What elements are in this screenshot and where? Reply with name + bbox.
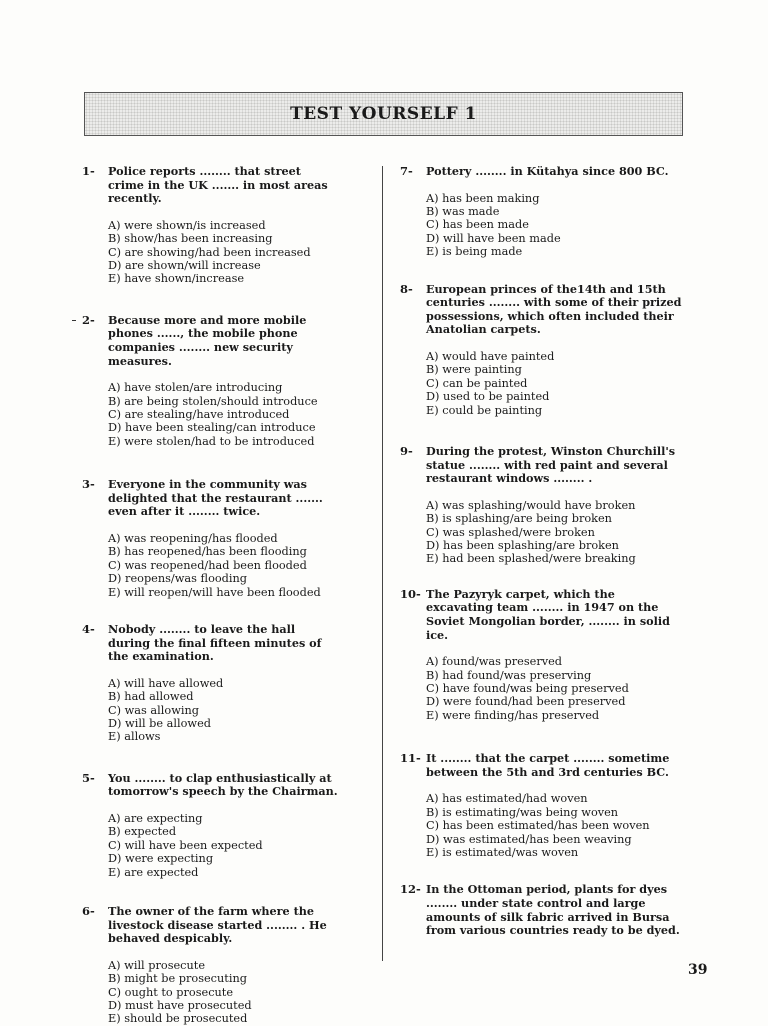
answer-option[interactable]: C) was splashed/were broken <box>426 525 595 539</box>
answer-option[interactable]: A) will prosecute <box>108 958 205 972</box>
question-stem: You ........ to clap enthusiastically at tomorrow's speech by the Chairman. <box>108 770 338 799</box>
answer-option[interactable]: E) should be prosecuted <box>108 1012 248 1026</box>
question-number: 3- <box>82 477 95 492</box>
answer-option[interactable]: A) has been making <box>426 191 540 205</box>
question-7 <box>400 165 685 259</box>
answer-option[interactable]: E) allows <box>108 730 161 744</box>
question-3 <box>82 478 350 599</box>
answer-option[interactable]: A) will have allowed <box>108 676 224 690</box>
answer-option[interactable]: D) reopens/was flooding <box>108 572 248 586</box>
answer-option[interactable]: A) was reopening/has flooded <box>108 532 278 545</box>
question-stem: European princes of the14th and 15th centuries ........ with some of their prized possessions, which often included their Anatolian carpets. <box>426 281 682 337</box>
question-stem: Everyone in the community was delighted that the restaurant ....... even after it ........ twice. <box>108 477 323 519</box>
question-2 <box>82 314 350 448</box>
answer-option[interactable]: D) are shown/will increase <box>108 259 261 272</box>
answer-option[interactable]: C) are showing/had been increased <box>108 245 311 259</box>
question-stem: Pottery ........ in Kütahya since 800 BC. <box>426 164 669 178</box>
answer-option[interactable]: C) was reopened/had been flooded <box>108 558 307 572</box>
question-stem: Because more and more mobile phones ......, the mobile phone companies ........ new security measures. <box>108 312 307 368</box>
answer-option[interactable]: B) might be prosecuting <box>108 972 247 986</box>
answer-options <box>426 499 685 566</box>
question-number: 2- <box>82 312 95 327</box>
page-number: 39 <box>688 962 708 978</box>
answer-option[interactable]: E) could be painting <box>426 403 543 417</box>
answer-option[interactable]: D) will have been made <box>426 231 561 245</box>
question-10 <box>400 588 685 722</box>
answer-options <box>108 959 350 1026</box>
answer-option[interactable]: E) will reopen/will have been flooded <box>108 585 321 599</box>
answer-option[interactable]: B) had found/was preserving <box>426 668 592 682</box>
answer-options <box>108 219 350 286</box>
answer-option[interactable]: E) is being made <box>426 245 523 259</box>
answer-option[interactable]: D) has been splashing/are broken <box>426 539 619 553</box>
answer-option[interactable]: A) would have painted <box>426 350 555 363</box>
column-divider <box>382 166 383 961</box>
answer-option[interactable]: C) ought to prosecute <box>108 985 234 999</box>
answer-option[interactable]: A) have stolen/are introducing <box>108 381 283 395</box>
question-stem: Police reports ........ that street crime in the UK ....... in most areas recently. <box>108 164 328 206</box>
left-column <box>82 165 350 1026</box>
question-9 <box>400 445 685 566</box>
page-title: TEST YOURSELF 1 <box>290 104 477 124</box>
answer-option[interactable]: D) used to be painted <box>426 390 550 404</box>
answer-options <box>108 812 350 879</box>
question-number: 1- <box>82 164 95 178</box>
stray-mark <box>72 320 76 321</box>
answer-option[interactable]: D) were expecting <box>108 852 214 866</box>
answer-option[interactable]: E) were stolen/had to be introduced <box>108 434 315 448</box>
answer-option[interactable]: C) has been made <box>426 218 529 232</box>
answer-option[interactable]: E) is estimated/was woven <box>426 846 579 860</box>
question-number: 5- <box>82 770 95 785</box>
answer-options <box>426 655 685 722</box>
answer-option[interactable]: B) expected <box>108 825 177 839</box>
answer-options <box>108 677 350 744</box>
question-1 <box>82 165 350 286</box>
question-stem: Nobody ........ to leave the hall during the final fifteen minutes of the examination. <box>108 622 322 664</box>
question-6 <box>82 905 350 1026</box>
right-column <box>400 165 685 938</box>
answer-option[interactable]: C) has been estimated/has been woven <box>426 819 650 833</box>
answer-option[interactable]: A) has estimated/had woven <box>426 792 588 806</box>
answer-option[interactable]: C) will have been expected <box>108 838 263 852</box>
question-number: 12- <box>400 882 421 897</box>
answer-option[interactable]: A) was splashing/would have broken <box>426 498 636 512</box>
question-number: 7- <box>400 164 413 178</box>
answer-option[interactable]: B) has reopened/has been flooding <box>108 545 307 559</box>
answer-option[interactable]: E) were finding/has preserved <box>426 708 600 722</box>
question-stem: The Pazyryk carpet, which the excavating team ........ in 1947 on the Soviet Mongolian border, ........ in solid ice. <box>426 586 670 642</box>
answer-option[interactable]: D) will be allowed <box>108 717 212 731</box>
answer-option[interactable]: B) are being stolen/should introduce <box>108 394 318 408</box>
answer-option[interactable]: D) was estimated/has been weaving <box>426 832 632 846</box>
question-number: 4- <box>82 622 95 637</box>
answer-option[interactable]: E) have shown/increase <box>108 272 245 286</box>
answer-options <box>426 192 685 259</box>
answer-option[interactable]: A) were shown/is increased <box>108 218 266 232</box>
answer-option[interactable]: B) is splashing/are being broken <box>426 512 612 526</box>
question-number: 11- <box>400 751 421 766</box>
question-8 <box>400 283 685 417</box>
title-box <box>84 92 683 136</box>
answer-options <box>108 532 350 599</box>
answer-option[interactable]: E) are expected <box>108 865 199 879</box>
answer-options <box>108 381 350 448</box>
question-number: 10- <box>400 586 421 601</box>
answer-option[interactable]: E) had been splashed/were breaking <box>426 552 636 566</box>
answer-options <box>426 350 685 417</box>
question-4 <box>82 623 350 744</box>
question-11 <box>400 752 685 859</box>
answer-option[interactable]: A) found/was preserved <box>426 655 563 669</box>
question-5 <box>82 772 350 879</box>
answer-option[interactable]: C) can be painted <box>426 376 528 390</box>
question-stem: The owner of the farm where the livestock disease started ........ . He behaved despicably. <box>108 904 327 946</box>
answer-option[interactable]: A) are expecting <box>108 812 203 826</box>
answer-option[interactable]: C) are stealing/have introduced <box>108 408 290 421</box>
answer-option[interactable]: B) is estimating/was being woven <box>426 805 619 819</box>
answer-option[interactable]: B) was made <box>426 205 500 218</box>
question-stem: It ........ that the carpet ........ sometime between the 5th and 3rd centuries BC. <box>426 751 670 779</box>
answer-option[interactable]: D) have been stealing/can introduce <box>108 421 316 435</box>
question-number: 6- <box>82 904 95 919</box>
answer-option[interactable]: D) must have prosecuted <box>108 999 252 1013</box>
question-number: 9- <box>400 444 413 459</box>
answer-options <box>426 792 685 859</box>
answer-option[interactable]: B) show/has been increasing <box>108 232 273 246</box>
question-12 <box>400 883 685 937</box>
answer-option[interactable]: B) had allowed <box>108 690 194 704</box>
answer-option[interactable]: C) have found/was being preserved <box>426 682 629 696</box>
question-stem: During the protest, Winston Churchill's statue ........ with red paint and several restaurant windows ........ . <box>426 444 676 486</box>
answer-option[interactable]: D) were found/had been preserved <box>426 695 626 709</box>
answer-option[interactable]: C) was allowing <box>108 703 199 717</box>
question-stem: In the Ottoman period, plants for dyes ........ under state control and large amounts of silk fabric arrived in Bursa from various countries ready to be dyed. <box>426 882 680 938</box>
question-number: 8- <box>400 281 413 296</box>
answer-option[interactable]: B) were painting <box>426 363 522 377</box>
